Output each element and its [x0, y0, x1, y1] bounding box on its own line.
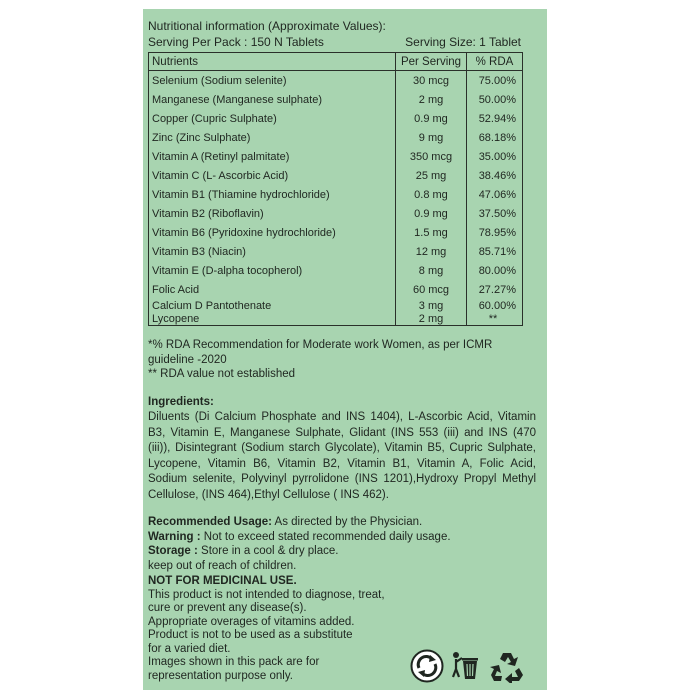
nutrient-name: Calcium D Pantothenate	[149, 299, 396, 312]
per-serving-value: 0.9 mg	[396, 204, 467, 223]
storage-text: Store in a cool & dry place.	[197, 545, 339, 557]
disclaimer-heading: NOT FOR MEDICINAL USE.	[148, 575, 297, 587]
disclaimer-line: for a varied diet.	[148, 642, 231, 655]
rda-value: 38.46%	[467, 166, 523, 185]
ingredients-text: Diluents (Di Calcium Phosphate and INS 1404), L-Ascorbic Acid, Vitamin B3, Vitamin E, Manganese Sulphate, Glidant (INS 553 (iii) and INS (470 (iii)), Disintegrant (Sodium starch Glycolate), Vitamin B5, Cupric Sulphate, Lycopene, Vitamin B6, Vitamin B2, Vitamin B1, Vitamin A, Folic Acid, Sodium selenite, Polyvinyl pyrrolidone (INS 1201),Hydroxy Propyl Methyl Cellulose, (INS 464),Ethyl Cellulose ( INS 462).	[148, 411, 536, 501]
recommended-usage	[148, 515, 536, 530]
warning	[148, 530, 536, 545]
per-serving-value: 12 mg	[396, 242, 467, 261]
disclaimer-line: representation purpose only.	[148, 669, 293, 682]
rda-value: 85.71%	[467, 242, 523, 261]
nutrient-name: Vitamin B1 (Thiamine hydrochloride)	[149, 185, 396, 204]
nutrient-name: Vitamin E (D-alpha tocopherol)	[149, 261, 396, 280]
nutrient-name: Manganese (Manganese sulphate)	[149, 90, 396, 109]
trash-bin-person-icon	[450, 649, 480, 683]
rda-value: 60.00%	[467, 299, 523, 312]
rda-value: 35.00%	[467, 147, 523, 166]
warning-text: Not to exceed stated recommended daily usage.	[200, 530, 451, 543]
per-serving-value: 0.9 mg	[396, 109, 467, 128]
nutrient-name: Vitamin B2 (Riboflavin)	[149, 204, 396, 223]
label-panel	[143, 9, 547, 690]
per-serving-value: 2 mg	[396, 90, 467, 109]
per-serving-value: 25 mg	[396, 166, 467, 185]
rda-value: 78.95%	[467, 223, 523, 242]
disclaimer-line: Product is not to be used as a substitute	[148, 629, 353, 641]
nutrient-name: Selenium (Sodium selenite)	[149, 71, 396, 91]
per-serving-value: 60 mcg	[396, 280, 467, 299]
usage-block	[148, 515, 536, 573]
per-serving-value: 3 mg	[396, 299, 467, 312]
nutrient-name: Vitamin B3 (Niacin)	[149, 242, 396, 261]
per-serving-value: 1.5 mg	[396, 223, 467, 242]
table-row	[149, 128, 523, 147]
storage-label: Storage :	[148, 545, 198, 557]
serving-size: Serving Size: 1 Tablet	[405, 35, 521, 49]
rda-value: 37.50%	[467, 204, 523, 223]
rda-value: 47.06%	[467, 185, 523, 204]
rda-value: 68.18%	[467, 128, 523, 147]
recycle-symbol-icon	[490, 649, 524, 683]
rda-value: 50.00%	[467, 90, 523, 109]
recycle-arrow-icon	[410, 649, 444, 683]
recycling-icons	[410, 649, 525, 685]
recommended-text: As directed by the Physician.	[271, 516, 423, 528]
nutrition-title: Nutritional information (Approximate Values):	[148, 19, 386, 33]
table-row	[149, 242, 523, 261]
nutrient-name: Vitamin A (Retinyl palmitate)	[149, 147, 396, 166]
nutrient-name: Copper (Cupric Sulphate)	[149, 109, 396, 128]
table-row	[149, 109, 523, 128]
rda-footnote	[148, 338, 536, 382]
ingredients-heading: Ingredients:	[148, 396, 214, 408]
rda-not-established: ** RDA value not established	[148, 368, 296, 380]
table-row	[149, 185, 523, 204]
per-serving-value: 9 mg	[396, 128, 467, 147]
header-per-serving: Per Serving	[396, 53, 467, 71]
per-serving-value: 350 mcg	[396, 147, 467, 166]
nutrient-name: Vitamin B6 (Pyridoxine hydrochloride)	[149, 223, 396, 242]
table-row	[149, 147, 523, 166]
table-header-row	[149, 53, 523, 71]
disclaimer-line: Images shown in this pack are for	[148, 656, 320, 668]
nutrition-table	[148, 52, 523, 326]
header-rda: % RDA	[467, 53, 523, 71]
table-row	[149, 280, 523, 299]
per-serving-value: 8 mg	[396, 261, 467, 280]
storage	[148, 544, 536, 559]
rda-value: 27.27%	[467, 280, 523, 299]
table-row	[149, 312, 523, 326]
disclaimer-line: Appropriate overages of vitamins added.	[148, 615, 355, 628]
serving-per-pack: Serving Per Pack : 150 N Tablets	[148, 35, 324, 49]
rda-note-line-2: guideline -2020	[148, 353, 227, 366]
table-row	[149, 299, 523, 312]
table-row	[149, 90, 523, 109]
table-row	[149, 223, 523, 242]
per-serving-value: 30 mcg	[396, 71, 467, 91]
nutrient-name: Vitamin C (L- Ascorbic Acid)	[149, 166, 396, 185]
rda-value: **	[467, 312, 523, 326]
disclaimer-line: This product is not intended to diagnose, treat,	[148, 588, 385, 601]
nutrient-name: Folic Acid	[149, 280, 396, 299]
header-nutrients: Nutrients	[149, 53, 396, 71]
disclaimer-line: cure or prevent any disease(s).	[148, 602, 307, 614]
table-row	[149, 204, 523, 223]
nutrient-name: Lycopene	[149, 312, 396, 326]
per-serving-value: 0.8 mg	[396, 185, 467, 204]
rda-value: 52.94%	[467, 109, 523, 128]
table-row	[149, 71, 523, 91]
rda-value: 75.00%	[467, 71, 523, 91]
nutrient-name: Zinc (Zinc Sulphate)	[149, 128, 396, 147]
rda-note-line-1: *% RDA Recommendation for Moderate work Women, as per ICMR	[148, 339, 493, 351]
table-row	[149, 166, 523, 185]
keep-out-of-reach: keep out of reach of children.	[148, 559, 297, 572]
table-row	[149, 261, 523, 280]
warning-label: Warning :	[148, 530, 201, 543]
rda-value: 80.00%	[467, 261, 523, 280]
recommended-label: Recommended Usage:	[148, 516, 272, 528]
per-serving-value: 2 mg	[396, 312, 467, 326]
